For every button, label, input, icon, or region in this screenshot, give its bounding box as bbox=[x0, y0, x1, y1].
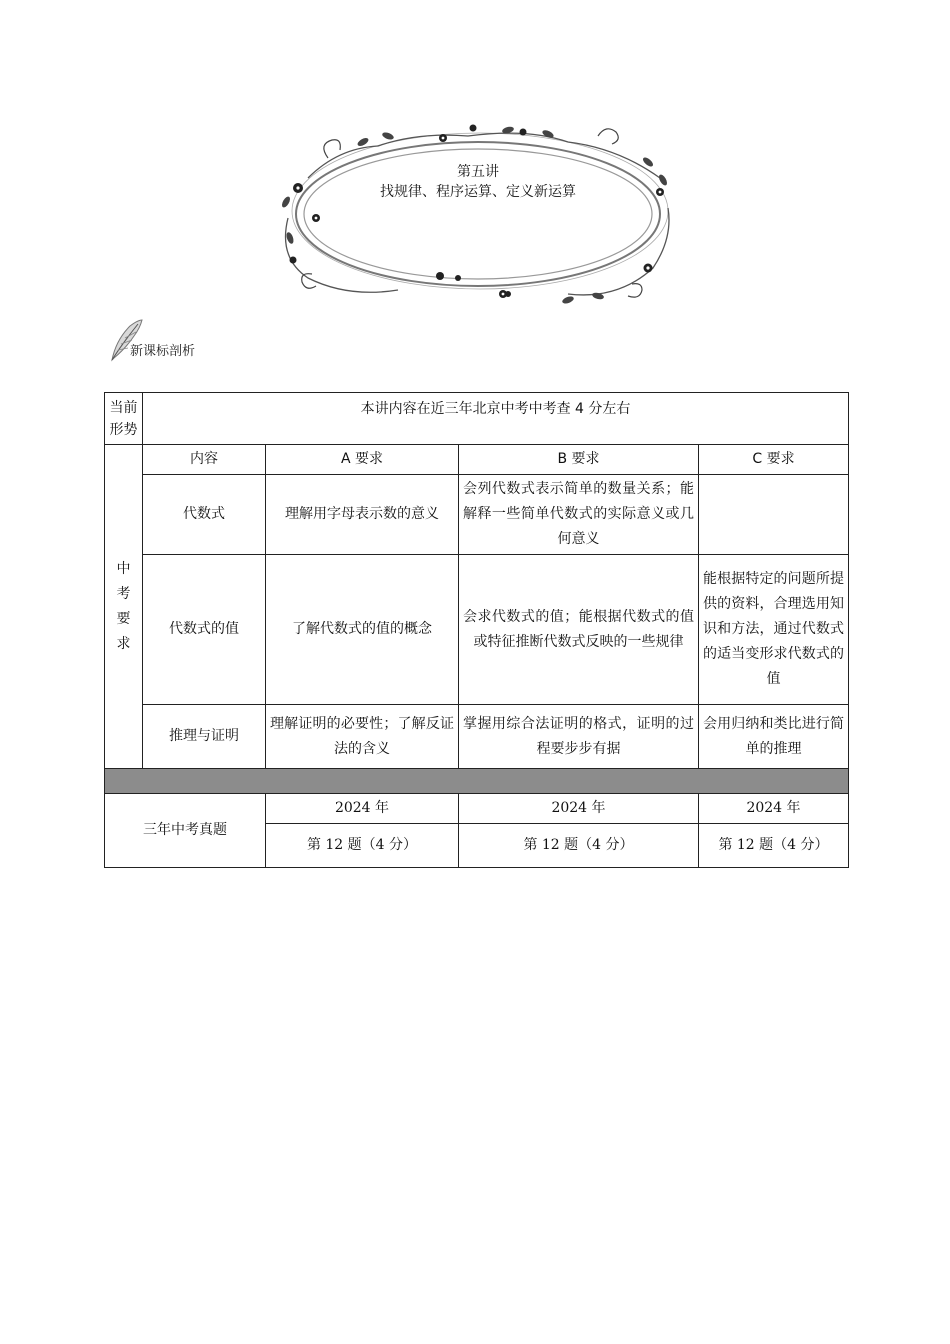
table-row bbox=[105, 555, 849, 705]
requirements-table bbox=[104, 392, 849, 868]
lecture-topic: 找规律、程序运算、定义新运算 bbox=[380, 184, 576, 200]
row-a-requirement: 了解代数式的值的概念 bbox=[266, 555, 459, 705]
row-content: 推理与证明 bbox=[143, 705, 266, 769]
exam-label: 三年中考真题 bbox=[105, 794, 266, 868]
column-header-a: A 要求 bbox=[266, 445, 459, 475]
exam-item: 第 12 题（4 分） bbox=[459, 824, 699, 868]
divider-bar bbox=[105, 769, 849, 794]
row-b-requirement: 会求代数式的值；能根据代数式的值或特征推断代数式反映的一些规律 bbox=[459, 555, 699, 705]
exam-item: 第 12 题（4 分） bbox=[699, 824, 849, 868]
floral-frame-icon bbox=[268, 118, 688, 308]
exam-year: 2024 年 bbox=[699, 794, 849, 824]
column-header-content: 内容 bbox=[143, 445, 266, 475]
table-row bbox=[105, 475, 849, 555]
section-label: 新课标剖析 bbox=[130, 344, 196, 359]
column-header-c: C 要求 bbox=[699, 445, 849, 475]
exam-year: 2024 年 bbox=[266, 794, 459, 824]
row-c-requirement: 能根据特定的问题所提供的资料，合理选用知识和方法，通过代数式的适当变形求代数式的值 bbox=[699, 555, 849, 705]
section-heading bbox=[108, 318, 196, 362]
current-situation-label: 当前形势 bbox=[105, 393, 143, 445]
requirements-label: 中 考 要 求 bbox=[105, 445, 143, 769]
column-header-b: B 要求 bbox=[459, 445, 699, 475]
row-b-requirement: 会列代数式表示简单的数量关系；能解释一些简单代数式的实际意义或几何意义 bbox=[459, 475, 699, 555]
row-c-requirement: 会用归纳和类比进行简单的推理 bbox=[699, 705, 849, 769]
row-content: 代数式的值 bbox=[143, 555, 266, 705]
exam-item: 第 12 题（4 分） bbox=[266, 824, 459, 868]
lecture-number: 第五讲 bbox=[457, 164, 499, 180]
row-c-requirement bbox=[699, 475, 849, 555]
current-situation-text: 本讲内容在近三年北京中考中考查 4 分左右 bbox=[143, 393, 849, 445]
row-b-requirement: 掌握用综合法证明的格式，证明的过程要步步有据 bbox=[459, 705, 699, 769]
title-frame bbox=[268, 118, 688, 308]
row-content: 代数式 bbox=[143, 475, 266, 555]
exam-year: 2024 年 bbox=[459, 794, 699, 824]
table-row bbox=[105, 705, 849, 769]
row-a-requirement: 理解证明的必要性；了解反证法的含义 bbox=[266, 705, 459, 769]
row-a-requirement: 理解用字母表示数的意义 bbox=[266, 475, 459, 555]
